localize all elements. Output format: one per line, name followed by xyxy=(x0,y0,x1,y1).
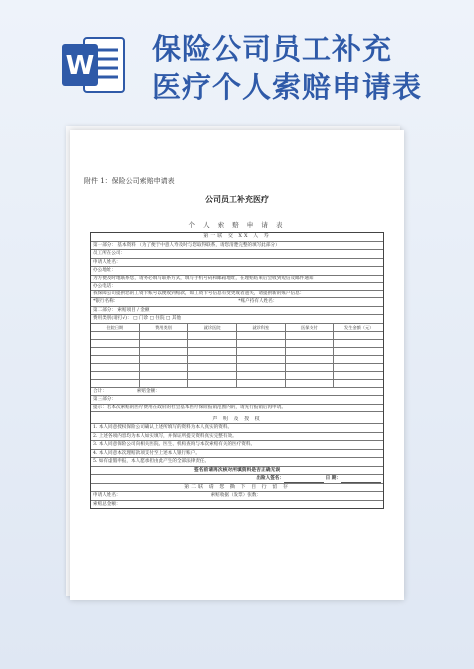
attachment-label: 附件 1：保险公司索赔申请表 xyxy=(84,177,175,185)
declaration-title: 声 明 及 授 权 xyxy=(91,416,383,425)
table-cell xyxy=(237,340,286,348)
date-line xyxy=(341,477,381,483)
table-cell xyxy=(334,348,383,356)
claim-form xyxy=(90,220,384,509)
table-cell xyxy=(140,356,189,364)
declaration-5: 5. 如有虚假申报，本人愿承担由此产生的全部法律责任。 xyxy=(91,458,383,467)
table-cell xyxy=(188,348,237,356)
table-cell xyxy=(237,380,286,388)
table-cell xyxy=(140,332,189,340)
section2-heading: 第二部分： 索赔项目 / 金额 xyxy=(91,307,383,316)
part2-row1 xyxy=(91,492,383,501)
account-holder-field: *账户持有人姓名： xyxy=(238,299,278,304)
col-header: 发生金额（元） xyxy=(334,324,383,332)
title-line-1: 保险公司员工补充 xyxy=(152,32,393,66)
table-cell xyxy=(140,340,189,348)
table-cell xyxy=(237,356,286,364)
part1-label: 第一联 交 XX 人 寿 xyxy=(91,233,383,242)
table-cell xyxy=(188,380,237,388)
declaration-4: 4. 本人同意本次理赔款项支付至上述本人银行账户。 xyxy=(91,450,383,459)
form-title: 个 人 索 赔 申 请 表 xyxy=(188,221,286,229)
table-cell xyxy=(334,356,383,364)
part2-row2: 索赔总金额： xyxy=(93,501,121,507)
company-field: 员工所在公司： xyxy=(91,250,383,259)
form-table xyxy=(90,232,384,509)
contact-paragraph: 为方便及时地联系您，请务必填写联系方式，填写手机号码和邮箱地址，在理赔结束后会收到短信及邮件通知 xyxy=(91,276,383,283)
col-header: 费用类别 xyxy=(140,324,189,332)
table-cell xyxy=(334,340,383,348)
table-cell xyxy=(286,348,335,356)
table-cell xyxy=(334,364,383,372)
table-cell xyxy=(237,332,286,340)
signature-line xyxy=(284,477,324,483)
bank-row xyxy=(91,298,383,307)
document-page xyxy=(70,130,404,600)
claimant2-label: 申请人姓名： xyxy=(93,493,121,498)
declaration-2: 2. 上述各项内容均为本人如实填写，并保证所提交资料真实完整有效。 xyxy=(91,433,383,442)
table-cell xyxy=(91,372,140,380)
table-cell xyxy=(188,332,237,340)
col-header: 医保支付 xyxy=(286,324,335,332)
receipt-count-label: 索赔收据（发票）张数： xyxy=(210,493,262,498)
signature-row xyxy=(91,475,383,484)
total-row xyxy=(91,388,383,397)
table-cell xyxy=(286,372,335,380)
hint-text: 提示：若本次索赔的医疗费用在政府的社会基本医疗保险报销范围内的，请先行报销后再申请。 xyxy=(91,405,383,412)
company-heading: 公司员工补充医疗 xyxy=(205,195,269,204)
table-cell xyxy=(140,380,189,388)
claimant-field: 申请人姓名： xyxy=(91,259,383,268)
table-cell xyxy=(286,364,335,372)
table-cell xyxy=(91,364,140,372)
col-header: 住院日期 xyxy=(91,324,140,332)
claim-type-label: 费用类别(请打√)： xyxy=(93,316,132,321)
table-cell xyxy=(237,364,286,372)
table-cell xyxy=(334,380,383,388)
section3-heading: 第三部分： xyxy=(91,396,383,405)
declaration-3: 3. 本人同意保险公司向相关医院、医生、机构查询与本次索赔有关的医疗资料。 xyxy=(91,441,383,450)
table-cell xyxy=(188,340,237,348)
table-cell xyxy=(91,380,140,388)
col-header: 就诊科室 xyxy=(237,324,286,332)
declaration-1: 1. 本人同意授权保险公司确认上述所填写的资料为本人真实的资料。 xyxy=(91,424,383,433)
page-title xyxy=(152,30,464,106)
table-cell xyxy=(91,356,140,364)
total-label: 合计： xyxy=(93,388,107,394)
total-amount-label: 索赔金额： xyxy=(136,388,160,394)
table-cell xyxy=(188,364,237,372)
table-cell xyxy=(91,348,140,356)
table-cell xyxy=(237,348,286,356)
table-cell xyxy=(286,356,335,364)
table-cell xyxy=(286,380,335,388)
address-field: 办公地址： xyxy=(91,267,383,276)
section1-heading: 第一部分： 基本资料 （为了便于中意人寿及时与您取得联系，请您清楚完整的填写此部分） xyxy=(91,242,383,251)
svg-text:W: W xyxy=(65,51,95,81)
table-cell xyxy=(91,332,140,340)
table-cell xyxy=(140,348,189,356)
table-cell xyxy=(334,372,383,380)
bank-field: *银行名称： xyxy=(93,299,119,304)
table-cell xyxy=(188,372,237,380)
signer-label: 出险人签名： xyxy=(256,476,284,481)
claim-type-options: □ 门诊 □ 住院 □ 其他 xyxy=(133,316,182,321)
part2-label: 第二联 请 您 撕 下 自 行 留 存 xyxy=(91,484,383,493)
bank-paragraph: 我保障公司提供您的工资卡账号以便收到赔款，如工资卡号信息有变更或者遗失，请提供新的账户信息： xyxy=(91,291,383,298)
word-document-icon xyxy=(62,34,126,96)
table-cell xyxy=(286,340,335,348)
date-label: 日 期： xyxy=(325,476,341,481)
table-cell xyxy=(188,356,237,364)
table-cell xyxy=(334,332,383,340)
phone-field: 办公电话： xyxy=(91,283,383,292)
title-line-2: 医疗个人索赔申请表 xyxy=(152,70,423,104)
claim-type-row xyxy=(91,315,383,324)
table-cell xyxy=(237,372,286,380)
sign-hint: 签名前请再次核对所填资料是否正确无误 xyxy=(91,467,383,476)
table-cell xyxy=(91,340,140,348)
table-cell xyxy=(140,364,189,372)
table-cell xyxy=(140,372,189,380)
expense-table xyxy=(91,324,383,388)
table-cell xyxy=(286,332,335,340)
col-header: 就诊医院 xyxy=(188,324,237,332)
